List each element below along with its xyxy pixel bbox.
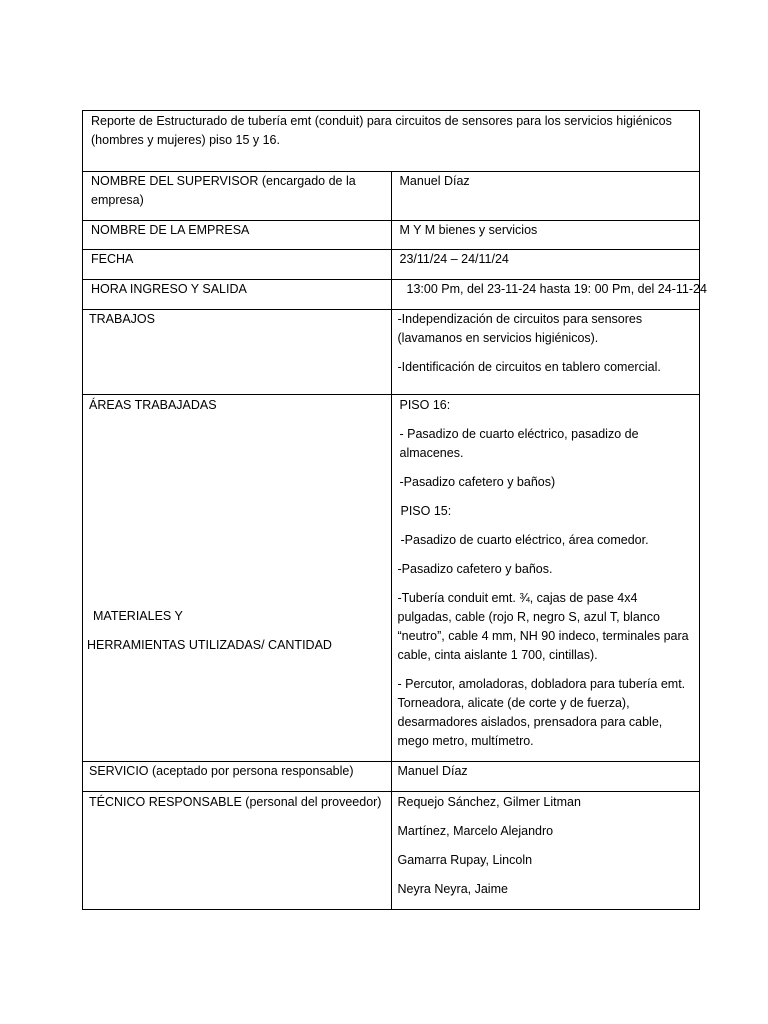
servicio-label-cell: [83, 762, 392, 792]
report-table: [82, 110, 707, 910]
piso15-item: -Pasadizo cafetero y baños.: [397, 562, 553, 576]
supervisor-value: Manuel Díaz: [399, 174, 470, 188]
herramientas-item: - Percutor, amoladoras, dobladora para tubería emt. Torneadora, alicate (de corte y de fuerza), desarmadores aislados, prensadora para cable, mego metro, multímetro.: [397, 677, 686, 748]
title-row: [83, 111, 700, 172]
materiales-item: -Tubería conduit emt. ¾, cajas de pase 4x4 pulgadas, cable (rojo R, negro S, azul T, blanco “neutro”, cable 4 mm, NH 90 indeco, terminales para cable, cinta aislante 1 700, cintillas).: [397, 591, 689, 662]
piso15-heading: PISO 15:: [400, 504, 452, 518]
trabajos-label: TRABAJOS: [89, 312, 155, 326]
materiales-label: [83, 607, 391, 655]
piso16-item: -Pasadizo cafetero y baños): [399, 475, 556, 489]
horario-label-cell: [83, 280, 392, 310]
trabajos-value-cell: [391, 310, 700, 395]
materiales-label-line1: MATERIALES Y: [93, 609, 183, 623]
tecnico-name: Requejo Sánchez, Gilmer Litman: [397, 795, 581, 809]
servicio-value-cell: [391, 762, 700, 792]
piso16-item: - Pasadizo de cuarto eléctrico, pasadizo de almacenes.: [399, 427, 639, 460]
tecnico-name: Neyra Neyra, Jaime: [397, 882, 508, 896]
fecha-value-cell: [391, 250, 700, 280]
supervisor-label: NOMBRE DEL SUPERVISOR (encargado de la empresa): [91, 174, 356, 207]
supervisor-value-cell: [391, 172, 700, 221]
empresa-row: [83, 221, 700, 250]
horario-value: 13:00 Pm, del 23-11-24 hasta 19: 00 Pm, del 24-11-24: [406, 282, 707, 296]
tecnico-name: Gamarra Rupay, Lincoln: [397, 853, 533, 867]
tecnico-row: [83, 792, 700, 910]
fecha-row: [83, 250, 700, 280]
trabajos-item: -Identificación de circuitos en tablero comercial.: [397, 360, 661, 374]
piso15-item: -Pasadizo de cuarto eléctrico, área comedor.: [400, 533, 649, 547]
empresa-value: M Y M bienes y servicios: [399, 223, 538, 237]
areas-label: ÁREAS TRABAJADAS: [89, 398, 217, 412]
piso16-heading: PISO 16:: [399, 398, 451, 412]
empresa-label: NOMBRE DE LA EMPRESA: [91, 223, 250, 237]
empresa-value-cell: [391, 221, 700, 250]
servicio-row: [83, 762, 700, 792]
supervisor-label-cell: [83, 172, 392, 221]
areas-materiales-row: [83, 395, 700, 762]
title-cell: [83, 111, 700, 172]
areas-materiales-label-cell: [83, 395, 392, 762]
tecnico-label-cell: [83, 792, 392, 910]
trabajos-label-cell: [83, 310, 392, 395]
tecnico-label: TÉCNICO RESPONSABLE (personal del proveedor): [89, 795, 382, 809]
horario-row: [83, 280, 700, 310]
supervisor-row: [83, 172, 700, 221]
horario-label: HORA INGRESO Y SALIDA: [91, 282, 247, 296]
servicio-label: SERVICIO (aceptado por persona responsable): [89, 764, 354, 778]
areas-materiales-value-cell: [391, 395, 700, 762]
trabajos-row: [83, 310, 700, 395]
report-title: Reporte de Estructurado de tubería emt (conduit) para circuitos de sensores para los servicios higiénicos (hombres y mujeres) piso 15 y 16.: [91, 114, 672, 147]
fecha-value: 23/11/24 – 24/11/24: [399, 252, 509, 266]
materiales-label-line2: HERRAMIENTAS UTILIZADAS/ CANTIDAD: [87, 638, 332, 652]
tecnico-value-cell: [391, 792, 700, 910]
tecnico-name: Martínez, Marcelo Alejandro: [397, 824, 554, 838]
fecha-label-cell: [83, 250, 392, 280]
trabajos-item: -Independización de circuitos para sensores (lavamanos en servicios higiénicos).: [397, 312, 643, 345]
empresa-label-cell: [83, 221, 392, 250]
horario-value-cell: [391, 280, 707, 310]
fecha-label: FECHA: [91, 252, 134, 266]
servicio-value: Manuel Díaz: [397, 764, 468, 778]
